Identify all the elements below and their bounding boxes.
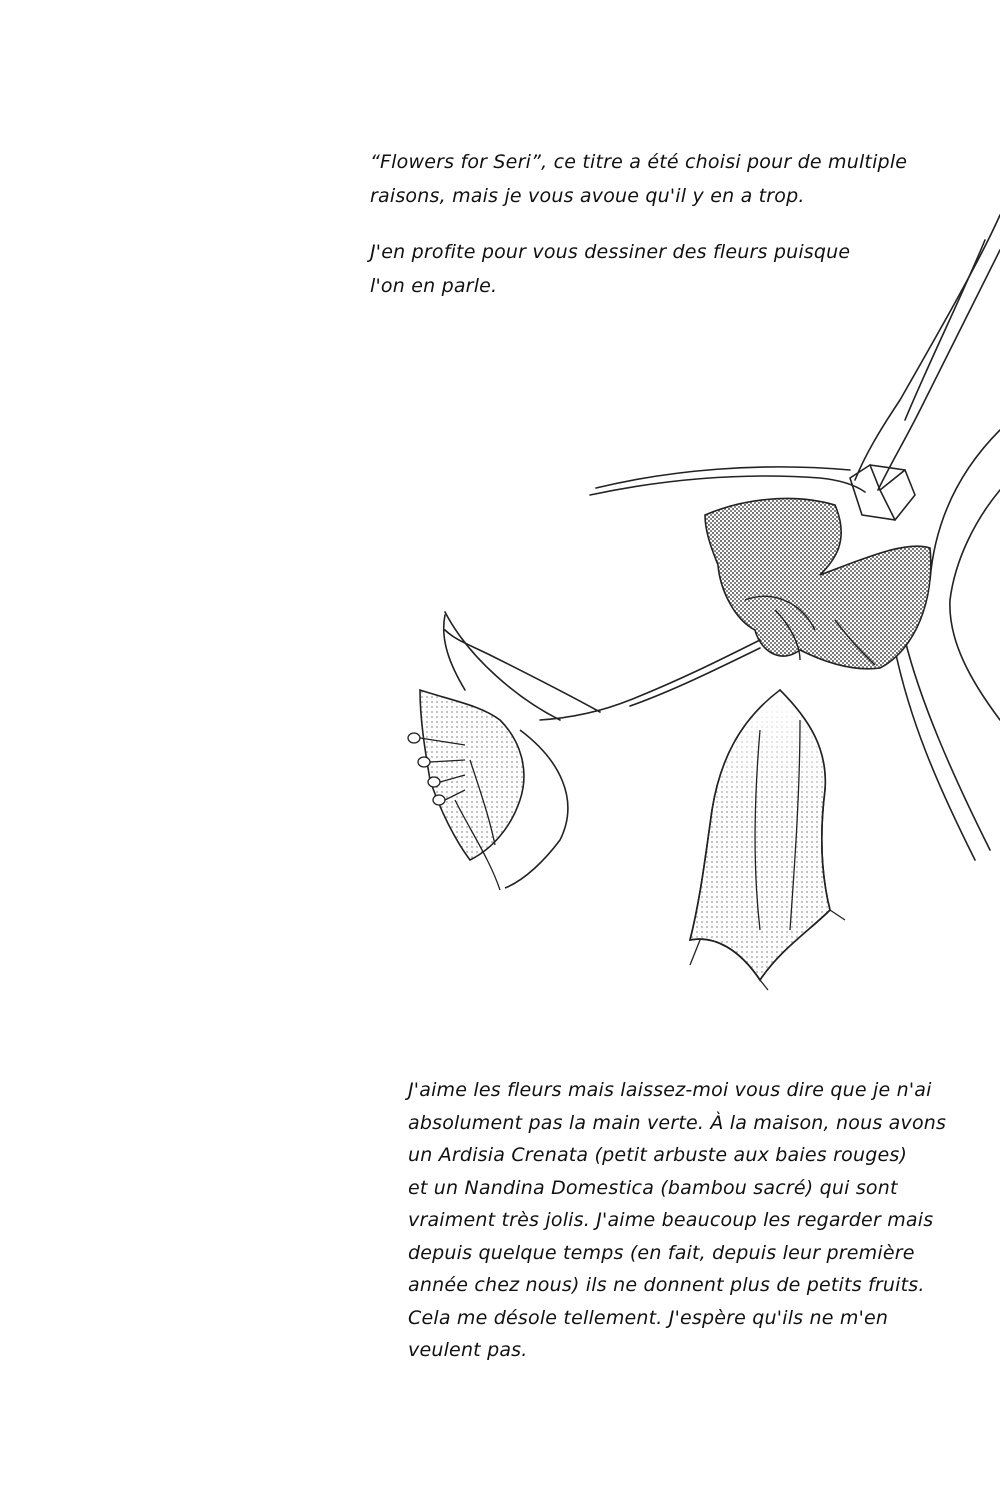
- intro-line: l'on en parle.: [370, 275, 498, 297]
- stem-line: [590, 476, 865, 495]
- intro-line: raisons, mais je vous avoue qu'il y en a trop.: [370, 185, 805, 207]
- stem-line: [895, 650, 975, 860]
- story-line: J'aime les fleurs mais laissez-moi vous dire que je n'ai: [408, 1079, 932, 1101]
- bell-flower: [690, 690, 845, 990]
- intro-line: J'en profite pour vous dessiner des fleurs puisque: [370, 241, 851, 263]
- story-line: absolument pas la main verte. À la maison, nous avons: [408, 1111, 947, 1134]
- intro-line: “Flowers for Seri”, ce titre a été choisi pour de multiple: [370, 151, 908, 173]
- stem-line: [905, 640, 990, 850]
- story-line: et un Nandina Domestica (bambou sacré) qui sont: [408, 1176, 898, 1199]
- stem-line: [905, 240, 985, 420]
- bud-line: [850, 465, 915, 520]
- story-line: un Ardisia Crenata (petit arbuste aux baies rouges): [408, 1144, 908, 1166]
- story-line: Cela me désole tellement. J'espère qu'ils ne m'en: [408, 1306, 889, 1329]
- stem-line: [878, 250, 1000, 490]
- leaf-line: [930, 430, 1000, 580]
- stem-line: [444, 615, 465, 690]
- story-text: [408, 1074, 946, 1367]
- story-line: vraiment très jolis. J'aime beaucoup les regarder mais: [408, 1209, 934, 1231]
- stem-line: [445, 630, 600, 712]
- bud-line: [880, 490, 895, 520]
- central-bloom: [705, 498, 931, 668]
- leaf-line: [950, 490, 1000, 720]
- story-line: veulent pas.: [408, 1339, 528, 1361]
- story-line: depuis quelque temps (en fait, depuis leur première: [408, 1241, 915, 1264]
- story-line: année chez nous) ils ne donnent plus de petits fruits.: [408, 1274, 925, 1296]
